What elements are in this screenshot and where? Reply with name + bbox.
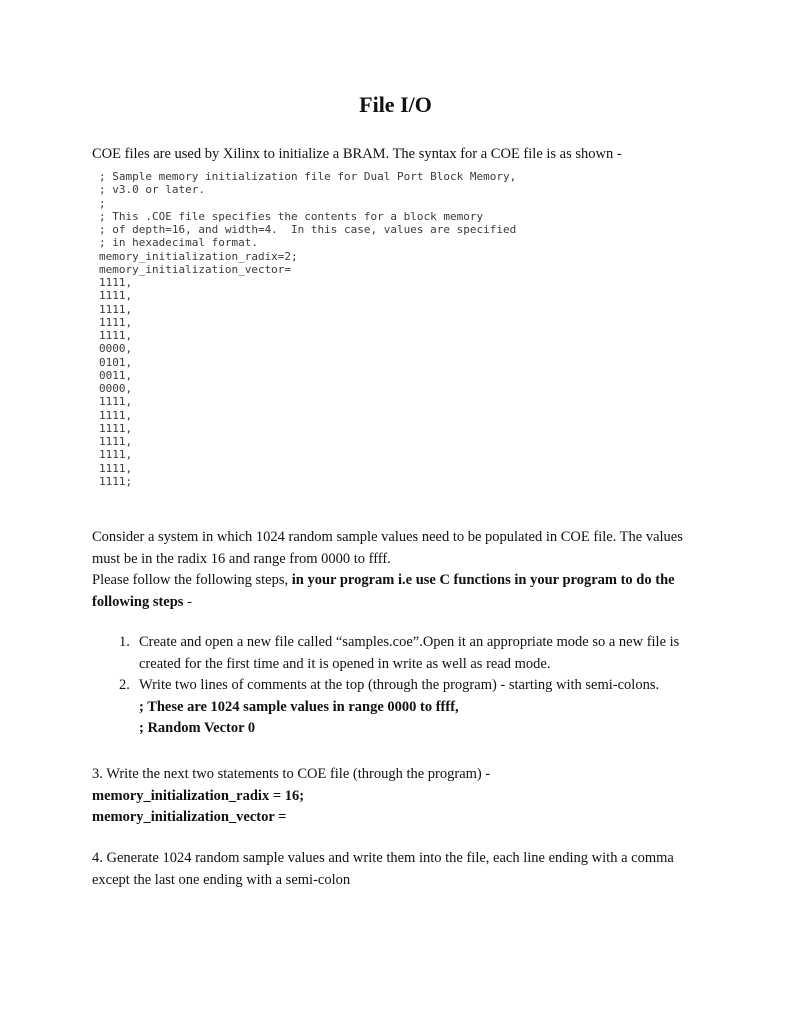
step-item [92, 632, 712, 675]
instructions-bold-text: in your program i.e use C functions in your program to do the following steps [92, 572, 675, 610]
code-line: 0011, [99, 368, 133, 382]
steps-list [92, 632, 712, 740]
code-line: ; in hexadecimal format. [99, 236, 258, 250]
code-line: 0000, [99, 382, 133, 395]
code-line: ; This .COE file specifies the contents for a block memory [99, 209, 484, 223]
code-line: memory_initialization_vector= [99, 262, 292, 276]
instructions-end-text: - [183, 593, 192, 610]
step-3-bold-line: memory_initialization_radix = 16; [92, 787, 305, 804]
code-line: 1111, [99, 421, 133, 435]
code-line: ; Sample memory initialization file for Dual Port Block Memory, [99, 170, 517, 183]
code-line: 0000, [99, 342, 133, 356]
code-line: 1111, [99, 276, 133, 289]
step-text: Write two lines of comments at the top (through the program) - starting with semi-colons. [139, 677, 660, 693]
code-line: 1111, [99, 435, 133, 448]
code-line: 1111, [99, 315, 133, 329]
coe-code-sample [99, 170, 516, 488]
intro-paragraph: COE files are used by Xilinx to initialize a BRAM. The syntax for a COE file is as shown - [92, 146, 622, 162]
page-title: File I/O [359, 92, 432, 117]
code-line: ; of depth=16, and width=4. In this case, values are specified [99, 223, 517, 236]
code-line: 1111, [99, 289, 133, 303]
step-3-bold-line: memory_initialization_vector = [92, 809, 287, 825]
code-line: ; v3.0 or later. [99, 183, 205, 197]
code-line: 1111, [99, 448, 133, 462]
instructions-plain-text: Please follow the following steps, [92, 572, 292, 588]
code-line: 0101, [99, 355, 133, 369]
step-text: Create and open a new file called “samples.coe”.Open it an appropriate mode so a new file is created for the first time and it is opened in write as well as read mode. [139, 634, 680, 672]
step-number: 1. [119, 634, 130, 650]
code-line: memory_initialization_radix=2; [99, 249, 298, 263]
code-line: 1111, [99, 302, 133, 316]
step-3-text: 3. Write the next two statements to COE file (through the program) - [92, 766, 491, 782]
step-bold-line: ; These are 1024 sample values in range 0000 to ffff, [139, 698, 459, 715]
code-line: 1111, [99, 395, 133, 409]
step-item [92, 675, 712, 740]
step-number: 2. [119, 677, 130, 693]
code-line: 1111, [99, 329, 133, 342]
code-line: 1111; [99, 474, 133, 488]
code-line: 1111, [99, 461, 133, 475]
paragraph-instructions [92, 570, 702, 613]
code-line: ; [99, 196, 106, 210]
paragraph-step-3 [92, 764, 490, 829]
paragraph-system-description: Consider a system in which 1024 random sample values need to be populated in COE file. The values must be in the radix 16 and range from 0000 to ffff. [92, 529, 683, 567]
paragraph-step-4: 4. Generate 1024 random sample values and write them into the file, each line ending with a comma except the last one ending with a semi-colon [92, 850, 674, 888]
step-bold-line: ; Random Vector 0 [139, 720, 256, 736]
code-line: 1111, [99, 408, 133, 422]
